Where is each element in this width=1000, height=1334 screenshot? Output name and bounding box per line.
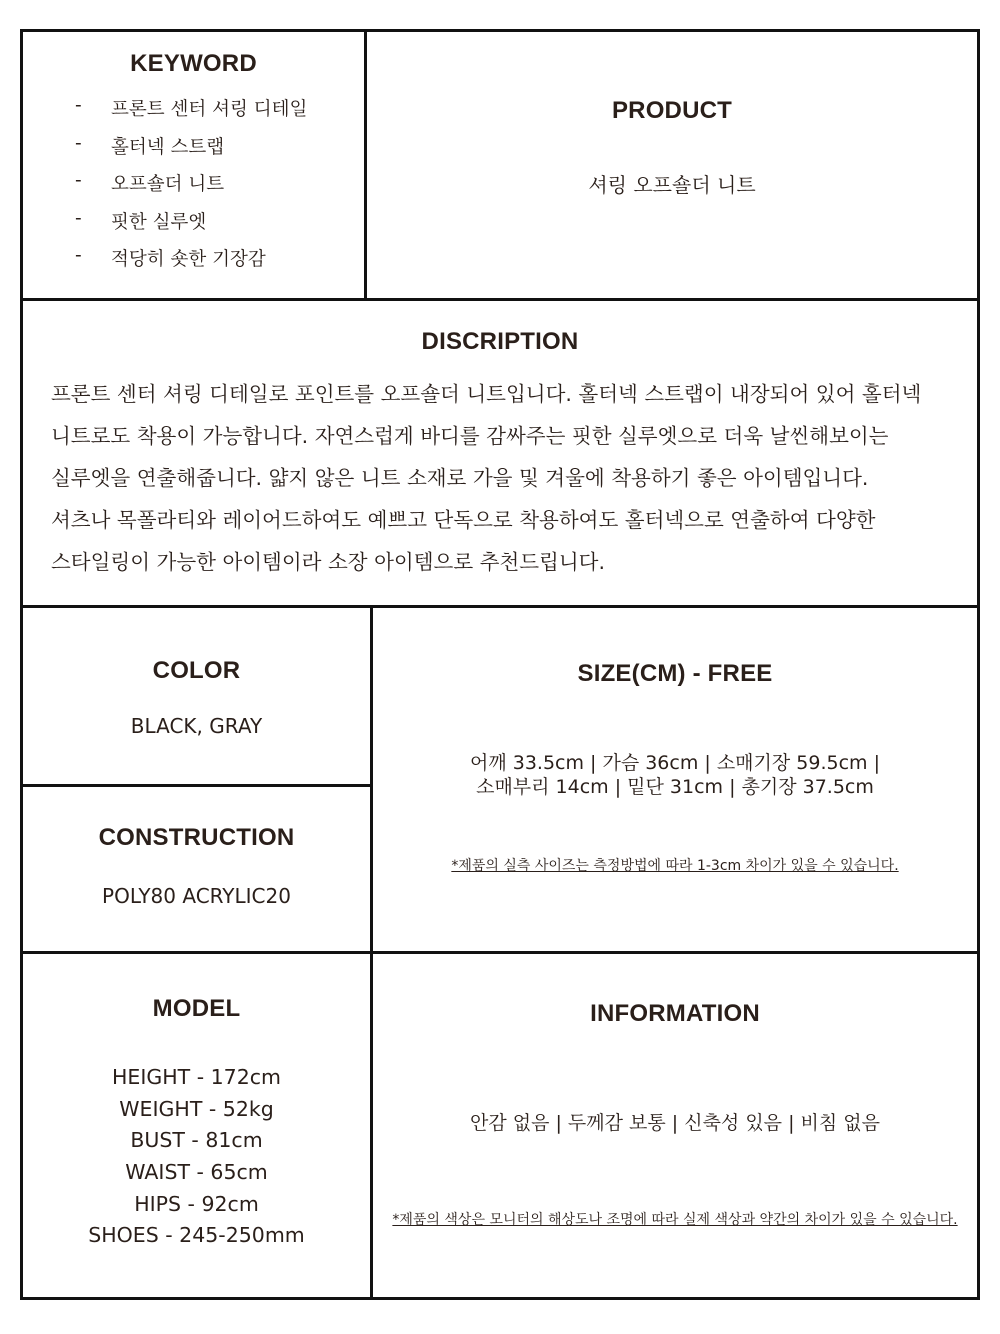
model-measurement: WAIST - 65cm: [125, 1160, 268, 1185]
color-value: BLACK, GRAY: [130, 714, 263, 738]
size-measurements-line: 어깨 33.5cm | 가슴 36cm | 소매기장 59.5cm |: [469, 752, 880, 774]
keyword-item: - 오프숄더 니트: [75, 170, 225, 195]
model-measurements: [23, 1065, 370, 1255]
keyword-item: - 프론트 센터 셔링 디테일: [75, 95, 308, 120]
product-name: 셔링 오프숄더 니트: [588, 173, 756, 197]
description-section: [23, 301, 977, 605]
model-measurement: HEIGHT - 172cm: [111, 1065, 282, 1089]
product-title: PRODUCT: [611, 97, 733, 124]
construction-title: CONSTRUCTION: [98, 824, 295, 851]
construction-section: [23, 787, 370, 951]
description-line: 셔츠나 목폴라티와 레이어드하여도 예쁘고 단독으로 착용하여도 홀터넥으로 연출하여 다양한: [51, 508, 876, 532]
size-section: [373, 608, 977, 951]
model-title: MODEL: [152, 995, 241, 1022]
information-value: 안감 없음 | 두께감 보통 | 신축성 있음 | 비침 없음: [470, 1112, 880, 1134]
keyword-text: 프론트 센터 셔링 디테일: [111, 99, 308, 120]
description-title: DISCRIPTION: [421, 328, 579, 355]
keyword-text: 핏한 실루엣: [111, 211, 207, 233]
model-measurement: WEIGHT - 52kg: [119, 1096, 274, 1121]
description-text: [51, 380, 961, 590]
information-title: INFORMATION: [590, 1000, 760, 1027]
description-line: 니트로도 착용이 가능합니다. 자연스럽게 바디를 감싸주는 핏한 실루엣으로 더욱 날씬해보이는: [51, 424, 889, 448]
model-section: [23, 954, 370, 1297]
construction-value: POLY80 ACRYLIC20: [102, 884, 291, 908]
size-note: *제품의 실측 사이즈는 측정방법에 따라 1-3cm 차이가 있을 수 있습니다.: [451, 858, 899, 874]
color-title: COLOR: [152, 657, 241, 684]
keyword-text: 오프숄더 니트: [111, 174, 225, 195]
keyword-text: 적당히 숏한 기장감: [111, 249, 266, 270]
description-line: 프론트 센터 셔링 디테일로 포인트를 오프숄더 니트입니다. 홀터넥 스트랩이 내장되어 있어 홀터넥: [51, 382, 922, 406]
information-section: [373, 954, 977, 1297]
keyword-list: [23, 95, 364, 283]
model-measurement: SHOES - 245-250mm: [88, 1223, 305, 1248]
keyword-text: 홀터넥 스트랩: [111, 136, 225, 158]
information-note: *제품의 색상은 모니터의 해상도나 조명에 따라 실제 색상과 약간의 차이가 있을 수 있습니다.: [392, 1212, 958, 1228]
size-title: SIZE(CM) - FREE: [577, 660, 773, 687]
product-section: [367, 32, 977, 298]
keyword-item: - 핏한 실루엣: [75, 207, 207, 233]
model-measurement: BUST - 81cm: [130, 1128, 263, 1153]
keyword-item: - 홀터넥 스트랩: [75, 132, 225, 158]
spec-sheet: [20, 29, 980, 1300]
keyword-title: KEYWORD: [130, 50, 257, 77]
description-line: 실루엣을 연출해줍니다. 얇지 않은 니트 소재로 가을 및 겨울에 착용하기 좋은 아이템입니다.: [51, 466, 869, 490]
size-measurements-line: 소매부리 14cm | 밑단 31cm | 총기장 37.5cm: [476, 776, 874, 798]
model-measurement: HIPS - 92cm: [134, 1191, 259, 1216]
keyword-item: - 적당히 숏한 기장감: [75, 245, 266, 270]
description-line: 스타일링이 가능한 아이템이라 소장 아이템으로 추천드립니다.: [51, 550, 605, 574]
keyword-section: [23, 32, 364, 298]
color-section: [23, 608, 370, 784]
